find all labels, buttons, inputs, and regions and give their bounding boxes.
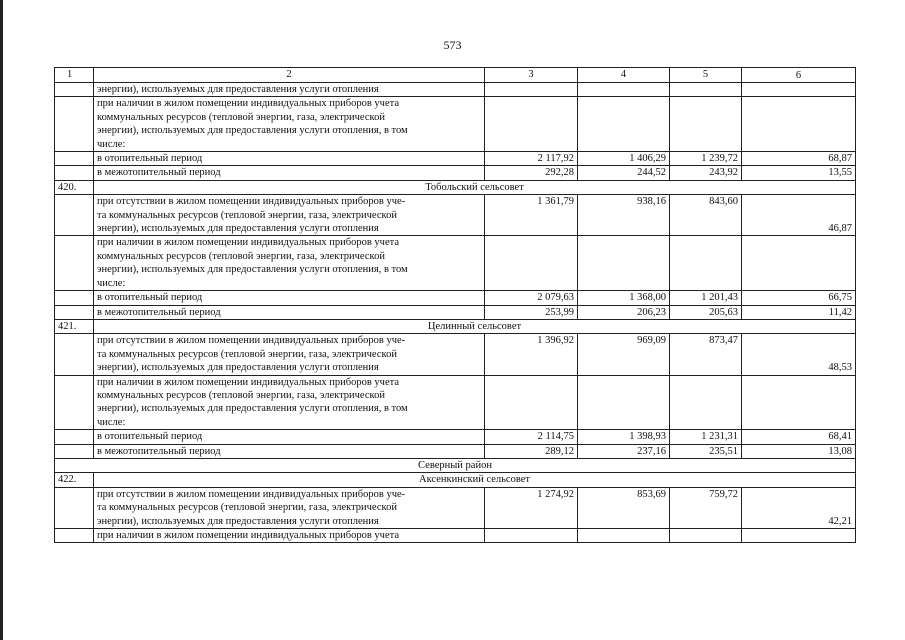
section-number: 420.	[55, 180, 94, 194]
value-cell-col5: 205,63	[670, 305, 742, 319]
value-cell-col6	[742, 236, 856, 291]
section-row	[55, 473, 856, 487]
value-cell-col5	[670, 529, 742, 543]
table-body	[55, 68, 856, 543]
value-cell-col3	[485, 83, 578, 97]
section-title: Аксенкинский сельсовет	[94, 473, 856, 487]
description-line: энергии), используемых для предоставления услуги отопления	[97, 362, 379, 374]
value-cell-col4	[578, 236, 670, 291]
value-cell-col5: 759,72	[670, 487, 742, 528]
description-cell	[94, 83, 485, 97]
value-cell-col6: 13,08	[742, 444, 856, 458]
description-line: при наличии в жилом помещении индивидуальных приборов учета	[97, 376, 399, 388]
table-row	[55, 334, 856, 375]
description-line: коммунальных ресурсов (тепловой энергии, газа, электрической	[97, 389, 385, 401]
description-line: энергии), используемых для предоставления услуги отопления, в том	[97, 125, 408, 137]
section-title: Целинный сельсовет	[94, 319, 856, 333]
region-title: Северный район	[55, 458, 856, 472]
description-cell	[94, 236, 485, 291]
value-cell-col3: 292,28	[485, 166, 578, 180]
value-cell-col6	[742, 97, 856, 152]
value-cell-col4: 969,09	[578, 334, 670, 375]
description-line: числе:	[97, 138, 126, 150]
value-cell-col4	[578, 375, 670, 430]
value-cell-col4: 237,16	[578, 444, 670, 458]
table-row	[55, 430, 856, 444]
table-row	[55, 152, 856, 166]
value-cell-col4: 1 406,29	[578, 152, 670, 166]
row-number-cell	[55, 97, 94, 152]
description-line: коммунальных ресурсов (тепловой энергии, газа, электрической	[97, 111, 385, 123]
value-cell-col3: 253,99	[485, 305, 578, 319]
value-cell-col3: 2 079,63	[485, 291, 578, 305]
value-cell-col6: 13,55	[742, 166, 856, 180]
value-cell-col4: 1 368,00	[578, 291, 670, 305]
value-cell-col5	[670, 375, 742, 430]
description-line: при отсутствии в жилом помещении индивидуальных приборов уче-	[97, 196, 406, 208]
description-line: та коммунальных ресурсов (тепловой энергии, газа, электрической	[97, 348, 397, 360]
value-cell-col6: 68,41	[742, 430, 856, 444]
value-cell-col4: 206,23	[578, 305, 670, 319]
column-header-4: 4	[578, 68, 670, 83]
row-number-cell	[55, 291, 94, 305]
page-number: 573	[443, 38, 462, 52]
description-line: при отсутствии в жилом помещении индивидуальных приборов уче-	[97, 488, 406, 500]
value-cell-col5: 873,47	[670, 334, 742, 375]
value-cell-col5	[670, 236, 742, 291]
scan-edge	[0, 0, 3, 640]
tariff-table	[54, 67, 856, 543]
column-header-3: 3	[485, 68, 578, 83]
table-row	[55, 291, 856, 305]
description-line: энергии), используемых для предоставления услуги отопления	[97, 515, 379, 527]
description-cell	[94, 444, 485, 458]
description-line: в отопительный период	[97, 153, 203, 165]
value-cell-col4: 244,52	[578, 166, 670, 180]
section-row	[55, 180, 856, 194]
region-row	[55, 458, 856, 472]
row-number-cell	[55, 334, 94, 375]
description-line: в межотопительный период	[97, 306, 221, 318]
table-row	[55, 195, 856, 236]
table-row	[55, 375, 856, 430]
value-cell-col3: 1 396,92	[485, 334, 578, 375]
value-cell-col3	[485, 236, 578, 291]
description-line: энергии), используемых для предоставления услуги отопления	[97, 223, 379, 235]
value-cell-col5	[670, 97, 742, 152]
row-number-cell	[55, 152, 94, 166]
table-header-row	[55, 68, 856, 83]
description-line: при наличии в жилом помещении индивидуальных приборов учета	[97, 98, 399, 110]
value-cell-col6: 48,53	[742, 334, 856, 375]
value-cell-col3	[485, 529, 578, 543]
value-cell-col4	[578, 83, 670, 97]
value-cell-col3: 289,12	[485, 444, 578, 458]
value-cell-col5: 1 201,43	[670, 291, 742, 305]
row-number-cell	[55, 166, 94, 180]
value-cell-col3	[485, 375, 578, 430]
section-number: 422.	[55, 473, 94, 487]
value-cell-col6: 66,75	[742, 291, 856, 305]
value-cell-col5: 235,51	[670, 444, 742, 458]
table-row	[55, 529, 856, 543]
value-cell-col5: 843,60	[670, 195, 742, 236]
description-cell	[94, 430, 485, 444]
value-cell-col6: 46,87	[742, 195, 856, 236]
table-row	[55, 305, 856, 319]
value-cell-col5: 1 239,72	[670, 152, 742, 166]
value-cell-col5: 243,92	[670, 166, 742, 180]
row-number-cell	[55, 236, 94, 291]
table-row	[55, 166, 856, 180]
value-cell-col4	[578, 97, 670, 152]
description-line: коммунальных ресурсов (тепловой энергии, газа, электрической	[97, 250, 385, 262]
description-line: в отопительный период	[97, 292, 203, 304]
description-line: числе:	[97, 277, 126, 289]
row-number-cell	[55, 444, 94, 458]
row-number-cell	[55, 430, 94, 444]
value-cell-col3	[485, 97, 578, 152]
description-line: энергии), используемых для предоставления услуги отопления	[97, 84, 379, 95]
value-cell-col3: 2 117,92	[485, 152, 578, 166]
value-cell-col6	[742, 529, 856, 543]
description-cell	[94, 487, 485, 528]
description-cell	[94, 529, 485, 543]
value-cell-col3: 1 274,92	[485, 487, 578, 528]
table-row	[55, 487, 856, 528]
value-cell-col6: 11,42	[742, 305, 856, 319]
column-header-6: 6	[742, 68, 856, 83]
description-line: энергии), используемых для предоставления услуги отопления, в том	[97, 403, 408, 415]
row-number-cell	[55, 83, 94, 97]
description-cell	[94, 152, 485, 166]
description-cell	[94, 291, 485, 305]
description-cell	[94, 334, 485, 375]
table-row	[55, 444, 856, 458]
section-row	[55, 319, 856, 333]
description-line: та коммунальных ресурсов (тепловой энергии, газа, электрической	[97, 209, 397, 221]
row-number-cell	[55, 305, 94, 319]
description-line: энергии), используемых для предоставления услуги отопления, в том	[97, 264, 408, 276]
section-title: Тобольский сельсовет	[94, 180, 856, 194]
value-cell-col4: 938,16	[578, 195, 670, 236]
description-line: в межотопительный период	[97, 445, 221, 457]
value-cell-col6	[742, 375, 856, 430]
description-line: в отопительный период	[97, 431, 203, 443]
value-cell-col3: 2 114,75	[485, 430, 578, 444]
value-cell-col6	[742, 83, 856, 97]
value-cell-col4: 1 398,93	[578, 430, 670, 444]
value-cell-col6: 68,87	[742, 152, 856, 166]
section-number: 421.	[55, 319, 94, 333]
description-cell	[94, 195, 485, 236]
row-number-cell	[55, 487, 94, 528]
description-line: при наличии в жилом помещении индивидуальных приборов учета	[97, 530, 399, 541]
value-cell-col5	[670, 83, 742, 97]
row-number-cell	[55, 375, 94, 430]
column-header-5: 5	[670, 68, 742, 83]
row-number-cell	[55, 529, 94, 543]
column-header-1: 1	[55, 68, 94, 83]
description-cell	[94, 305, 485, 319]
table-row	[55, 97, 856, 152]
description-line: в межотопительный период	[97, 167, 221, 179]
description-line: при отсутствии в жилом помещении индивидуальных приборов уче-	[97, 335, 406, 347]
value-cell-col4: 853,69	[578, 487, 670, 528]
description-line: та коммунальных ресурсов (тепловой энергии, газа, электрической	[97, 502, 397, 514]
row-number-cell	[55, 195, 94, 236]
description-cell	[94, 166, 485, 180]
value-cell-col3: 1 361,79	[485, 195, 578, 236]
column-header-2: 2	[94, 68, 485, 83]
table-row	[55, 83, 856, 97]
table-row	[55, 236, 856, 291]
value-cell-col6: 42,21	[742, 487, 856, 528]
description-line: при наличии в жилом помещении индивидуальных приборов учета	[97, 237, 399, 249]
description-cell	[94, 97, 485, 152]
description-line: числе:	[97, 416, 126, 428]
value-cell-col5: 1 231,31	[670, 430, 742, 444]
value-cell-col4	[578, 529, 670, 543]
description-cell	[94, 375, 485, 430]
